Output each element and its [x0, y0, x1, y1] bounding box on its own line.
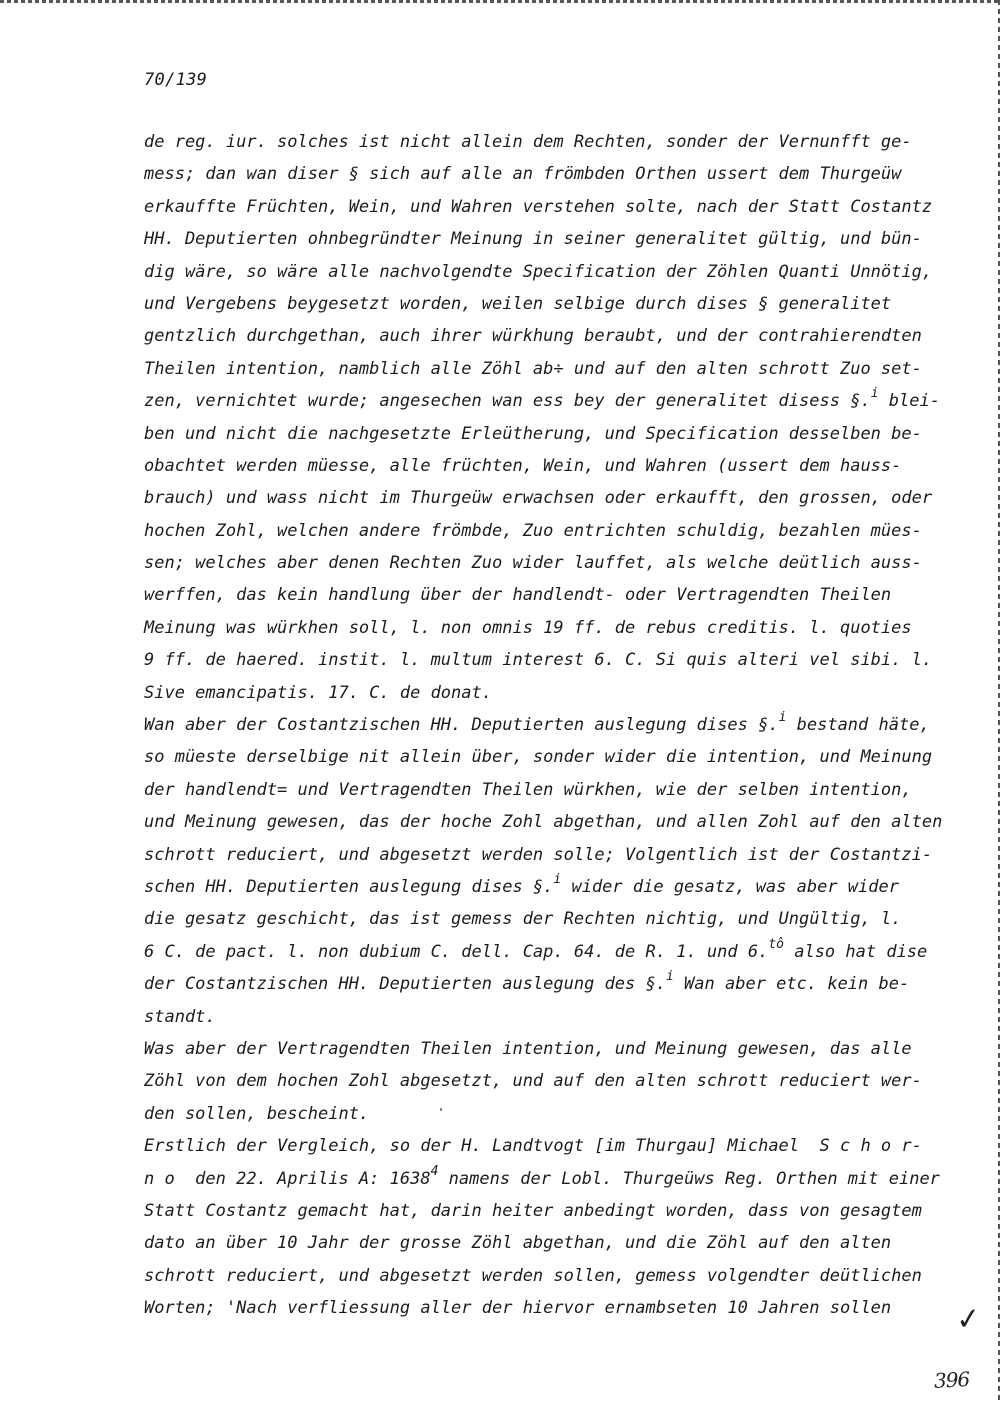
text-line [144, 871, 934, 903]
line-text: zen, vernichtet wurde; angesechen wan ess bey der generalitet disess §. [144, 391, 871, 412]
line-text: dato an über 10 Jahr der grosse Zöhl abgethan, und die Zöhl auf den alten [144, 1233, 892, 1254]
line-text: ben und nicht die nachgesetzte Erleütherung, und Specification desselben be- [144, 423, 922, 444]
line-superscript: 4 [430, 1163, 439, 1179]
text-line [144, 806, 943, 838]
line-text: Sive emancipatis. 17. C. de donat. [144, 682, 492, 703]
line-text: und Vergebens beygesetzt worden, weilen selbige durch dises § generalitet [144, 293, 892, 314]
text-line [144, 353, 934, 385]
document-body [144, 126, 943, 1324]
line-text: Zöhl von dem hochen Zohl abgesetzt, und auf den alten schrott reduciert wer- [144, 1071, 922, 1092]
line-text: 6 C. de pact. l. non dubium C. dell. Cap. 64. de R. 1. und 6. [144, 941, 769, 962]
line-text-tail: wider die gesatz, was aber wider [561, 876, 899, 897]
text-line [144, 644, 934, 676]
page-number: 70/139 [144, 70, 208, 90]
text-line [144, 191, 934, 223]
line-text: Was aber der Vertragendten Theilen intention, und Meinung gewesen, das alle [144, 1038, 912, 1059]
line-superscript: i [778, 710, 787, 726]
line-text: schen HH. Deputierten auslegung dises §. [144, 876, 554, 897]
line-superscript: i [553, 871, 562, 887]
text-line [144, 515, 934, 547]
text-line [144, 1033, 934, 1065]
line-text: schrott reduciert, und abgesetzt werden sollen, gemess volgendter deütlichen [144, 1265, 922, 1286]
text-line [144, 612, 934, 644]
line-text: den sollen, bescheint. [144, 1103, 370, 1124]
line-text: der Costantzischen HH. Deputierten auslegung des §. [144, 974, 666, 995]
text-line [144, 741, 934, 773]
line-text: Erstlich der Vergleich, so der H. Landtvogt [im Thurgau] Michael S c h o r- [144, 1136, 922, 1157]
text-line [144, 482, 934, 514]
archive-number: 396 [933, 1367, 970, 1393]
text-line [144, 223, 934, 255]
text-line [144, 547, 934, 579]
line-text-tail: also hat dise [783, 941, 928, 962]
line-text: 9 ff. de haered. instit. l. multum interest 6. C. Si quis alteri vel sibi. l. [144, 650, 933, 671]
line-superscript: i [665, 969, 674, 985]
line-text: die gesatz geschicht, das ist gemess der Rechten nichtig, und Ungültig, l. [144, 909, 902, 930]
text-line [144, 256, 934, 288]
line-text-tail: Wan aber etc. kein be- [673, 974, 910, 995]
text-line [144, 774, 934, 806]
text-line [144, 320, 934, 352]
line-text: Worten; 'Nach verfliessung aller der hiervor ernambseten 10 Jahren sollen [144, 1298, 892, 1319]
line-text: Statt Costantz gemacht hat, darin heiter anbedingt worden, dass von gesagtem [144, 1200, 922, 1221]
line-text: erkauffte Früchten, Wein, und Wahren verstehen solte, nach der Statt Costantz [144, 196, 933, 217]
line-text: werffen, das kein handlung über der handlendt- oder Vertragendten Theilen [144, 585, 892, 606]
line-superscript: tô [768, 936, 784, 952]
line-text-tail: bestand häte, [786, 715, 930, 736]
check-mark: ✓ [954, 1300, 983, 1339]
text-line [144, 968, 934, 1000]
line-text: brauch) und wass nicht im Thurgeüw erwachsen oder erkaufft, den grossen, oder [144, 488, 933, 509]
text-line [144, 126, 934, 158]
text-line [144, 1292, 934, 1324]
line-text: gentzlich durchgethan, auch ihrer würkhung beraubt, und der contrahierendten [144, 326, 922, 347]
text-line [144, 1195, 934, 1227]
text-line [144, 677, 934, 709]
line-text: mess; dan wan diser § sich auf alle an frömbden Orthen ussert dem Thurgeüw [144, 164, 902, 185]
text-line [144, 1163, 940, 1195]
line-text: sen; welches aber denen Rechten Zuo wider lauffet, als welche deütlich auss- [144, 553, 922, 574]
text-line [144, 385, 940, 417]
text-line [144, 1098, 934, 1130]
text-line [144, 579, 934, 611]
line-text-tail: namens der Lobl. Thurgeüws Reg. Orthen mit einer [438, 1168, 940, 1189]
text-line [144, 839, 934, 871]
line-text: HH. Deputierten ohnbegründter Meinung in seiner generalitet gültig, und bün- [144, 229, 922, 250]
text-line [144, 1260, 934, 1292]
text-line [144, 418, 934, 450]
text-line [144, 709, 934, 741]
line-text: hochen Zohl, welchen andere frömbde, Zuo entrichten schuldig, bezahlen mües- [144, 520, 922, 541]
text-line [144, 903, 934, 935]
text-line [144, 1001, 934, 1033]
line-text: Wan aber der Costantzischen HH. Deputierten auslegung dises §. [144, 715, 779, 736]
line-text: der handlendt= und Vertragendten Theilen würkhen, wie der selben intention, [144, 779, 912, 800]
line-text: Meinung was würkhen soll, l. non omnis 19 ff. de rebus creditis. l. quoties [144, 617, 912, 638]
line-text: so müeste derselbige nit allein über, sonder wider die intention, und Meinung [144, 747, 933, 768]
scan-speck [440, 1108, 442, 1111]
line-text: und Meinung gewesen, das der hoche Zohl abgethan, und allen Zohl auf den alten [144, 812, 943, 833]
line-text-tail: blei- [878, 391, 940, 412]
line-text: Theilen intention, namblich alle Zöhl ab÷ und auf den alten schrott Zuo set- [144, 358, 922, 379]
text-line [144, 1130, 934, 1162]
line-text: standt. [144, 1006, 216, 1027]
text-line [144, 1227, 934, 1259]
text-line [144, 1065, 934, 1097]
text-line [144, 450, 934, 482]
line-text: n o den 22. Aprilis A: 1638 [144, 1168, 431, 1189]
line-superscript: i [870, 386, 879, 402]
text-line [144, 288, 934, 320]
line-text: schrott reduciert, und abgesetzt werden solle; Volgentlich ist der Costantzi- [144, 844, 933, 865]
scan-border-top [0, 0, 1000, 3]
line-text: de reg. iur. solches ist nicht allein dem Rechten, sonder der Vernunfft ge- [144, 132, 912, 152]
line-text: obachtet werden müesse, alle früchten, Wein, und Wahren (ussert dem hauss- [144, 455, 902, 476]
text-line [144, 158, 934, 190]
line-text: dig wäre, so wäre alle nachvolgendte Specification der Zöhlen Quanti Unnötig, [144, 261, 933, 282]
text-line [144, 936, 934, 968]
